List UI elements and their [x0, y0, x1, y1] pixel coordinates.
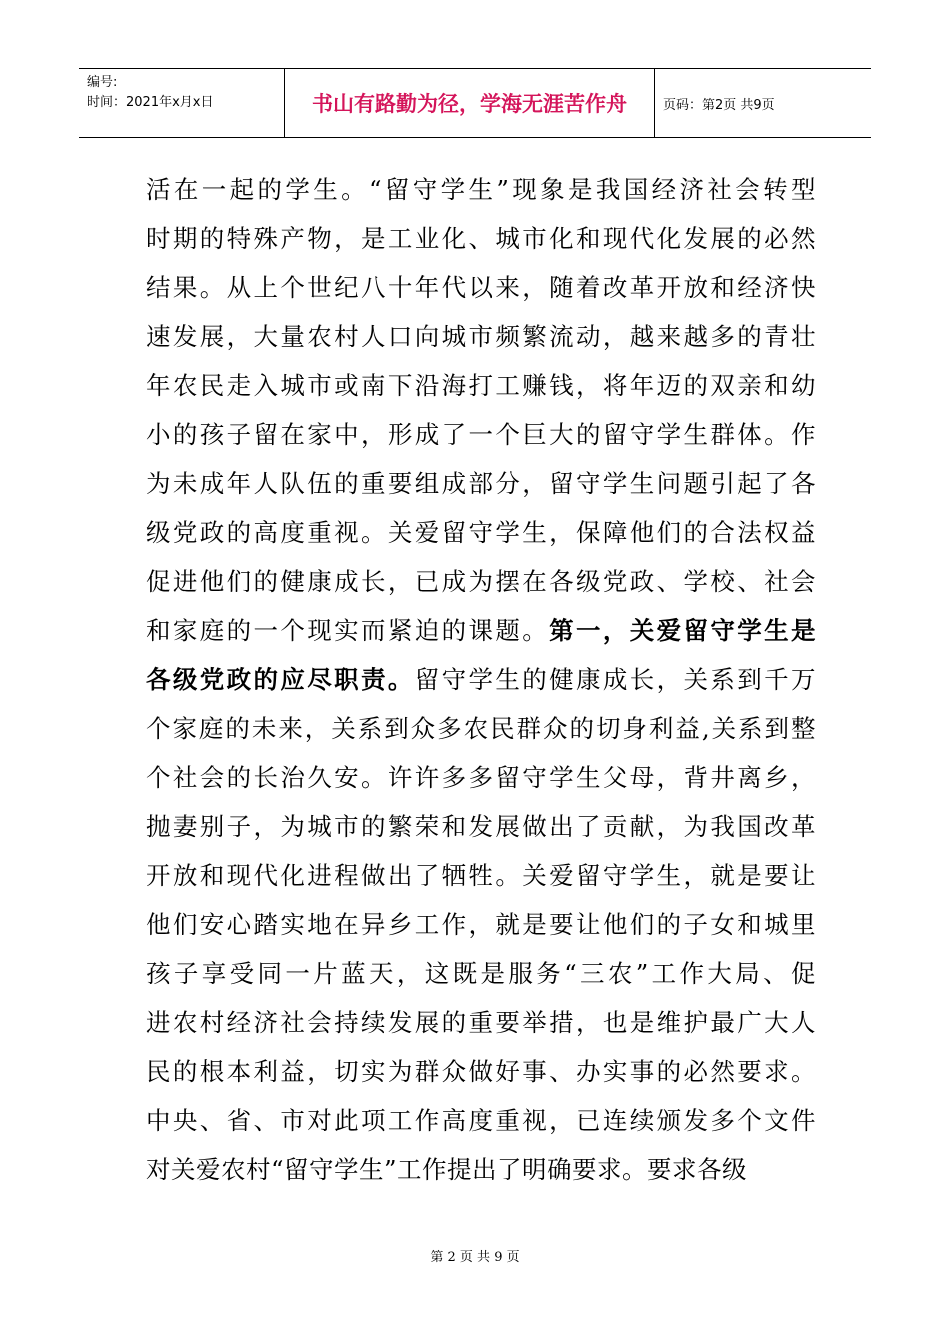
page-header — [79, 68, 871, 138]
bold-heading-part1: 第一，关爱留守学生是 — [549, 616, 816, 645]
body-line: 时期的特殊产物，是工业化、城市化和现代化发展的必然 — [146, 224, 816, 253]
header-motto: 书山有路勤为径，学海无涯苦作舟 — [285, 69, 655, 137]
page-footer: 第 2 页 共 9 页 — [430, 1250, 520, 1265]
body-line: 开放和现代化进程做出了牺牲。关爱留守学生，就是要让 — [146, 861, 816, 890]
body-line: 对关爱农村“留守学生”工作提出了明确要求。要求各级 — [146, 1155, 748, 1184]
body-line: 速发展，大量农村人口向城市频繁流动，越来越多的青壮 — [146, 322, 816, 351]
body-line: 年农民走入城市或南下沿海打工赚钱，将年迈的双亲和幼 — [146, 371, 816, 400]
body-line: 促进他们的健康成长，已成为摆在各级党政、学校、社会 — [146, 567, 816, 596]
body-line: 个家庭的未来，关系到众多农民群众的切身利益,关系到整 — [146, 714, 816, 743]
time-label: 时间：2021年x月x日 — [87, 95, 214, 110]
body-line: 中央、省、市对此项工作高度重视，已连续颁发多个文件 — [146, 1106, 816, 1135]
body-line-mixed — [146, 606, 816, 655]
body-line: 活在一起的学生。“留守学生”现象是我国经济社会转型 — [146, 175, 816, 204]
body-line-mixed — [146, 655, 816, 704]
body-text: 留守学生的健康成长，关系到千万 — [414, 665, 816, 694]
document-body — [146, 165, 816, 1194]
header-page-info: 页码：第2页 共9页 — [663, 97, 775, 113]
body-line: 民的根本利益，切实为群众做好事、办实事的必然要求。 — [146, 1057, 816, 1086]
body-line: 抛妻别子，为城市的繁荣和发展做出了贡献，为我国改革 — [146, 812, 816, 841]
body-line: 他们安心踏实地在异乡工作，就是要让他们的子女和城里 — [146, 910, 816, 939]
body-text: 和家庭的一个现实而紧迫的课题。 — [146, 616, 550, 645]
body-line: 孩子享受同一片蓝天，这既是服务“三农”工作大局、促 — [146, 959, 816, 988]
number-label: 编号: — [87, 75, 118, 90]
body-line: 个社会的长治久安。许许多多留守学生父母，背井离乡， — [146, 763, 816, 792]
body-line: 进农村经济社会持续发展的重要举措，也是维护最广大人 — [146, 1008, 816, 1037]
body-line: 小的孩子留在家中，形成了一个巨大的留守学生群体。作 — [146, 420, 816, 449]
body-line: 级党政的高度重视。关爱留守学生，保障他们的合法权益 — [146, 518, 816, 547]
body-line: 为未成年人队伍的重要组成部分，留守学生问题引起了各 — [146, 469, 816, 498]
body-line: 结果。从上个世纪八十年代以来，随着改革开放和经济快 — [146, 273, 816, 302]
header-meta — [79, 69, 285, 137]
bold-heading-part2: 各级党政的应尽职责。 — [146, 665, 415, 694]
